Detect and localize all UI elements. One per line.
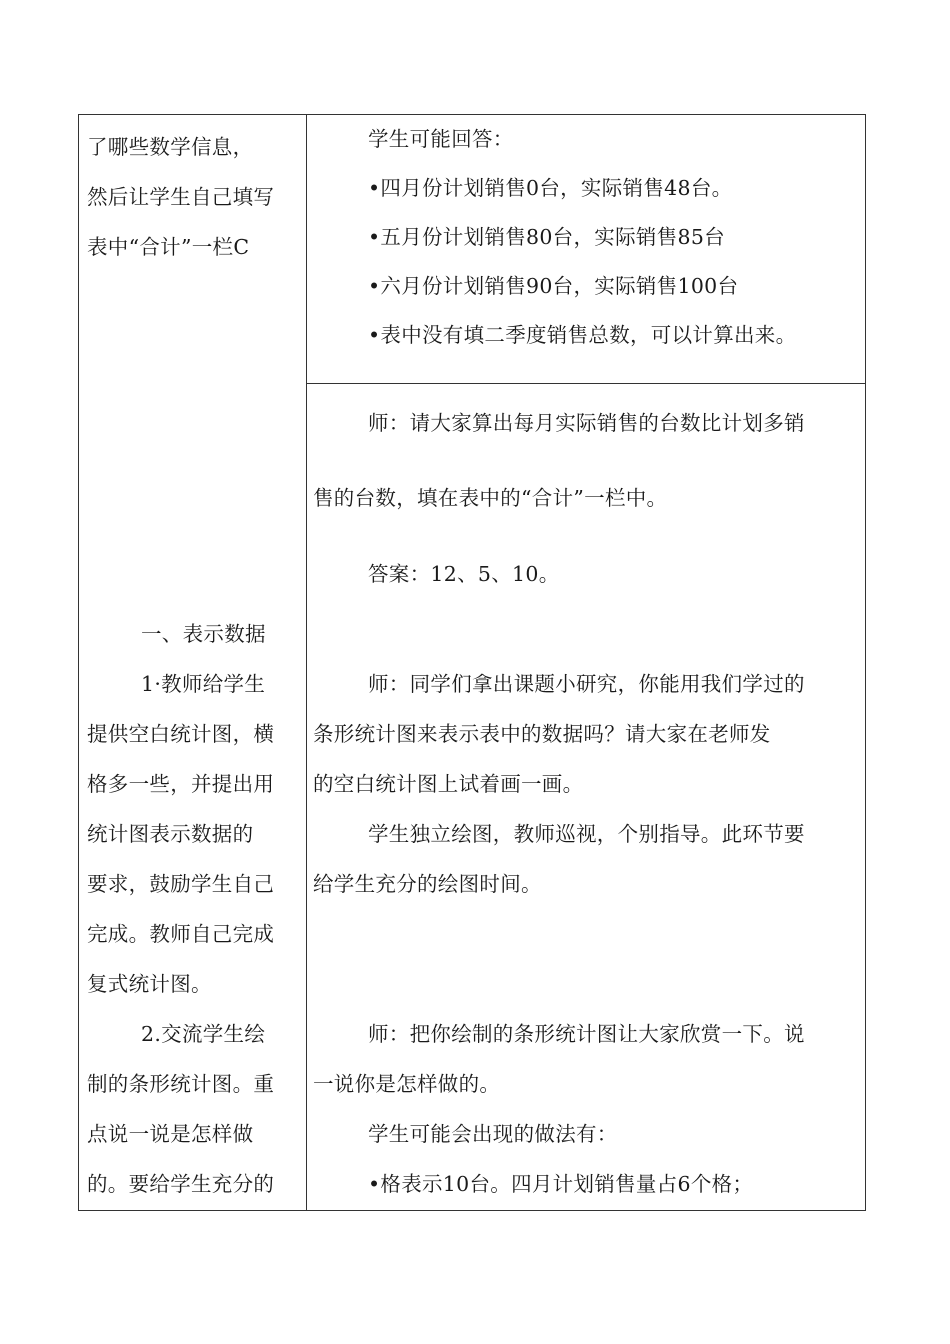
answer-2: •五月份计划销售80台，实际销售85台	[368, 225, 725, 249]
item1-line-6: 完成。教师自己完成	[87, 922, 275, 946]
left-intro-line-2: 然后让学生自己填写	[87, 185, 275, 209]
student-drawing-line-1: 学生独立绘图，教师巡视，个别指导。此环节要	[368, 822, 805, 846]
item1-line-7: 复式统计图。	[87, 972, 212, 996]
answer-key: 答案：12、5、10。	[368, 562, 560, 586]
row-divider	[307, 383, 865, 384]
answer-3: •六月份计划销售90台，实际销售100台	[368, 274, 739, 298]
item2-line-2: 制的条形统计图。重	[87, 1072, 275, 1096]
answer-4: •表中没有填二季度销售总数，可以计算出来。	[368, 323, 797, 347]
item2-line-1: 2.交流学生绘	[141, 1022, 266, 1046]
method-1: •格表示10台。四月计划销售量占6个格；	[368, 1172, 754, 1196]
teacher-share-line-2: 一说你是怎样做的。	[313, 1072, 501, 1096]
left-intro-line-3: 表中“合计”一栏C	[87, 235, 250, 259]
answers-intro: 学生可能回答：	[368, 127, 514, 151]
answer-1: •四月份计划销售0台，实际销售48台。	[368, 176, 733, 200]
lesson-plan-table	[78, 114, 866, 1211]
column-divider	[306, 115, 307, 1210]
teacher-chart-line-3: 的空白统计图上试着画一画。	[313, 772, 584, 796]
methods-intro: 学生可能会出现的做法有：	[368, 1122, 618, 1146]
left-intro-line-1: 了哪些数学信息，	[87, 135, 254, 159]
teacher-prompt-line-2: 售的台数，填在表中的“合计”一栏中。	[313, 486, 668, 510]
teacher-prompt-line-1: 师：请大家算出每月实际销售的台数比计划多销	[368, 411, 805, 435]
section-title: 一、表示数据	[141, 622, 266, 646]
teacher-share-line-1: 师：把你绘制的条形统计图让大家欣赏一下。说	[368, 1022, 805, 1046]
item1-line-1: 1·教师给学生	[141, 672, 266, 696]
teacher-chart-line-1: 师：同学们拿出课题小研究，你能用我们学过的	[368, 672, 805, 696]
item1-line-5: 要求，鼓励学生自己	[87, 872, 275, 896]
item2-line-4: 的。要给学生充分的	[87, 1172, 275, 1196]
teacher-chart-line-2: 条形统计图来表示表中的数据吗？请大家在老师发	[313, 722, 771, 746]
item2-line-3: 点说一说是怎样做	[87, 1122, 254, 1146]
item1-line-2: 提供空白统计图，横	[87, 722, 275, 746]
student-drawing-line-2: 给学生充分的绘图时间。	[313, 872, 542, 896]
item1-line-4: 统计图表示数据的	[87, 822, 254, 846]
item1-line-3: 格多一些，并提出用	[87, 772, 275, 796]
